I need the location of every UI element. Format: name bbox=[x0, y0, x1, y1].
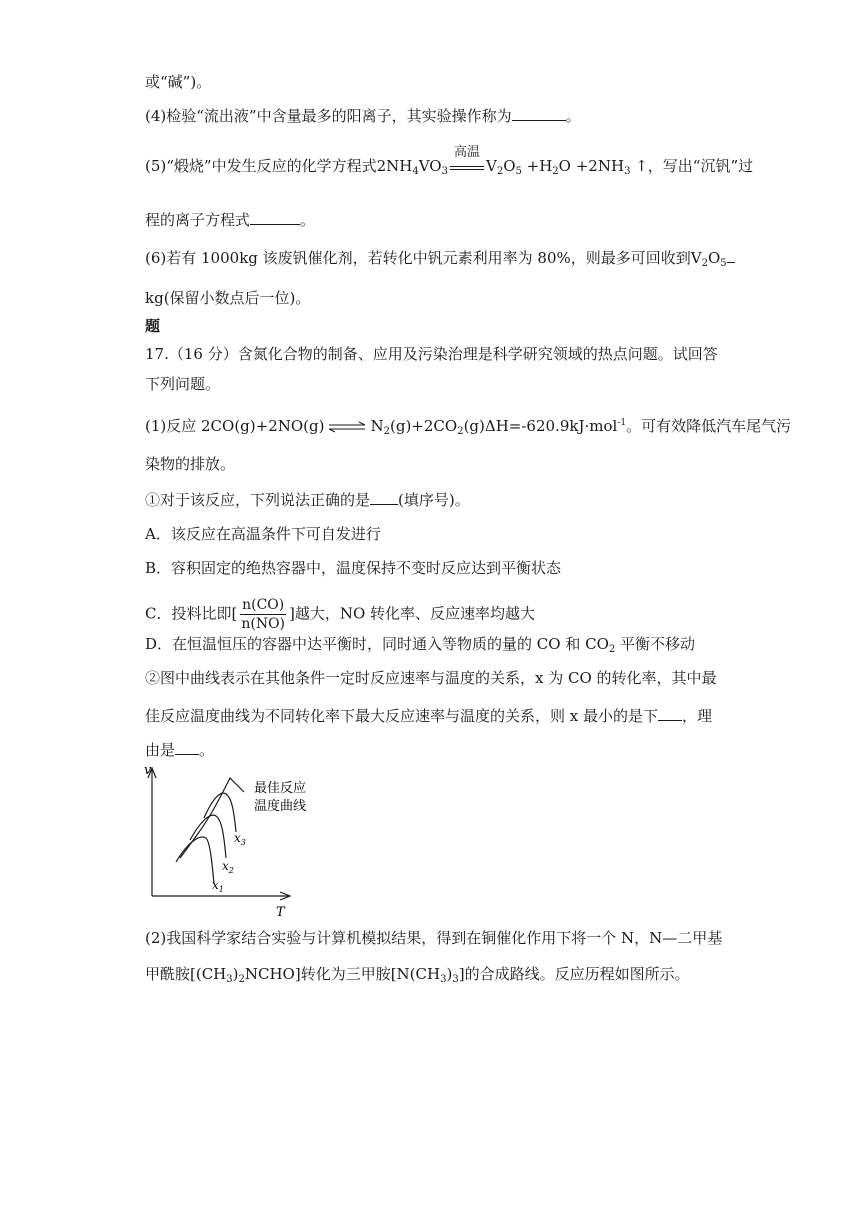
section-label: 题 bbox=[145, 317, 161, 335]
answer-blank[interactable] bbox=[512, 120, 566, 121]
question-17-title: 17.（16 分）含氮化合物的制备、应用及污染治理是科学研究领域的热点问题。试回答 bbox=[145, 345, 718, 363]
answer-blank[interactable] bbox=[175, 754, 199, 755]
part-1-reaction: (1)反应 2CO(g)+2NO(g) $N_2(g)+2CO_2(g)\Delta H=-620.9kJ\cdot mol^{-1}$。可有效降低汽车尾气污 bbox=[145, 417, 792, 437]
option-c: C．投料比即[ $\frac{n(CO)}{n(NO)}$ ]越大，NO 转化率、反应速率均越大 bbox=[145, 597, 536, 632]
y-axis-label: v bbox=[144, 763, 152, 778]
optimal-curve-label-1: 最佳反应 bbox=[254, 781, 307, 796]
question-5-equation: (5)“煅烧”中发生反应的化学方程式$2NH_4VO_3$ 高温 $V_2O_5 +H_2O +2NH_3$ ↑，写出“沉钒”过 bbox=[145, 145, 754, 177]
answer-blank[interactable] bbox=[250, 224, 300, 225]
sub-question-2: ②图中曲线表示在其他条件一定时反应速率与温度的关系，x 为 CO 的转化率，其中最 bbox=[145, 669, 717, 687]
ratio-fraction: $\frac{n(CO)}{n(NO)}$ bbox=[241, 597, 286, 632]
text-line-1: 或“碱”)。 bbox=[145, 73, 212, 91]
x-axis-label: T bbox=[276, 905, 285, 920]
equilibrium-arrow-icon bbox=[327, 421, 367, 433]
label-x3: $x_3$ bbox=[234, 831, 246, 847]
option-a: A．该反应在高温条件下可自发进行 bbox=[145, 525, 381, 543]
curve-x3 bbox=[204, 793, 236, 832]
sub-question-1: ①对于该反应，下列说法正确的是 (填序号)。 bbox=[145, 491, 470, 509]
question-5-prompt: 程的离子方程式 。 bbox=[145, 211, 316, 229]
sub-question-2-line-2: 佳反应温度曲线为不同转化率下最大反应速率与温度的关系，则 x 最小的是下 ，理 bbox=[145, 707, 713, 725]
part-2: (2)我国科学家结合实验与计算机模拟结果，得到在铜催化作用下将一个 N，N—二甲基 bbox=[145, 929, 723, 947]
question-4: (4)检验“流出液”中含量最多的阳离子，其实验操作称为 。 bbox=[145, 107, 581, 125]
option-b: B．容积固定的绝热容器中，温度保持不变时反应达到平衡状态 bbox=[145, 559, 562, 577]
question-6: (6)若有 1000kg 该废钒催化剂，若转化中钒元素利用率为 80%，则最多可回收到$V_2O_5$ bbox=[145, 248, 735, 268]
curve-x1 bbox=[176, 837, 214, 884]
part-2-line-2: 甲酰胺$[(CH_3)_2NCHO]$转化为三甲胺$[N(CH_3)_3]$的合成路线。反应历程如图所示。 bbox=[145, 965, 690, 985]
label-x1: $x_1$ bbox=[212, 878, 224, 894]
optimal-curve-label-2: 温度曲线 bbox=[254, 799, 307, 814]
question-6-unit: kg(保留小数点后一位)。 bbox=[145, 289, 311, 307]
sub-question-2-line-3: 由是 。 bbox=[145, 741, 215, 759]
answer-blank[interactable] bbox=[370, 504, 398, 505]
reaction-condition: 高温 bbox=[450, 157, 484, 177]
answer-blank[interactable] bbox=[727, 262, 735, 263]
option-d: D．在恒温恒压的容器中达平衡时，同时通入等物质的量的 CO 和 $CO_2$ 平衡不移动 bbox=[145, 635, 696, 655]
label-x2: $x_2$ bbox=[222, 859, 234, 875]
question-17-title-2: 下列问题。 bbox=[145, 375, 221, 393]
rate-temperature-figure bbox=[140, 762, 340, 922]
answer-blank[interactable] bbox=[658, 720, 682, 721]
part-1-reaction-2: 染物的排放。 bbox=[145, 455, 236, 473]
